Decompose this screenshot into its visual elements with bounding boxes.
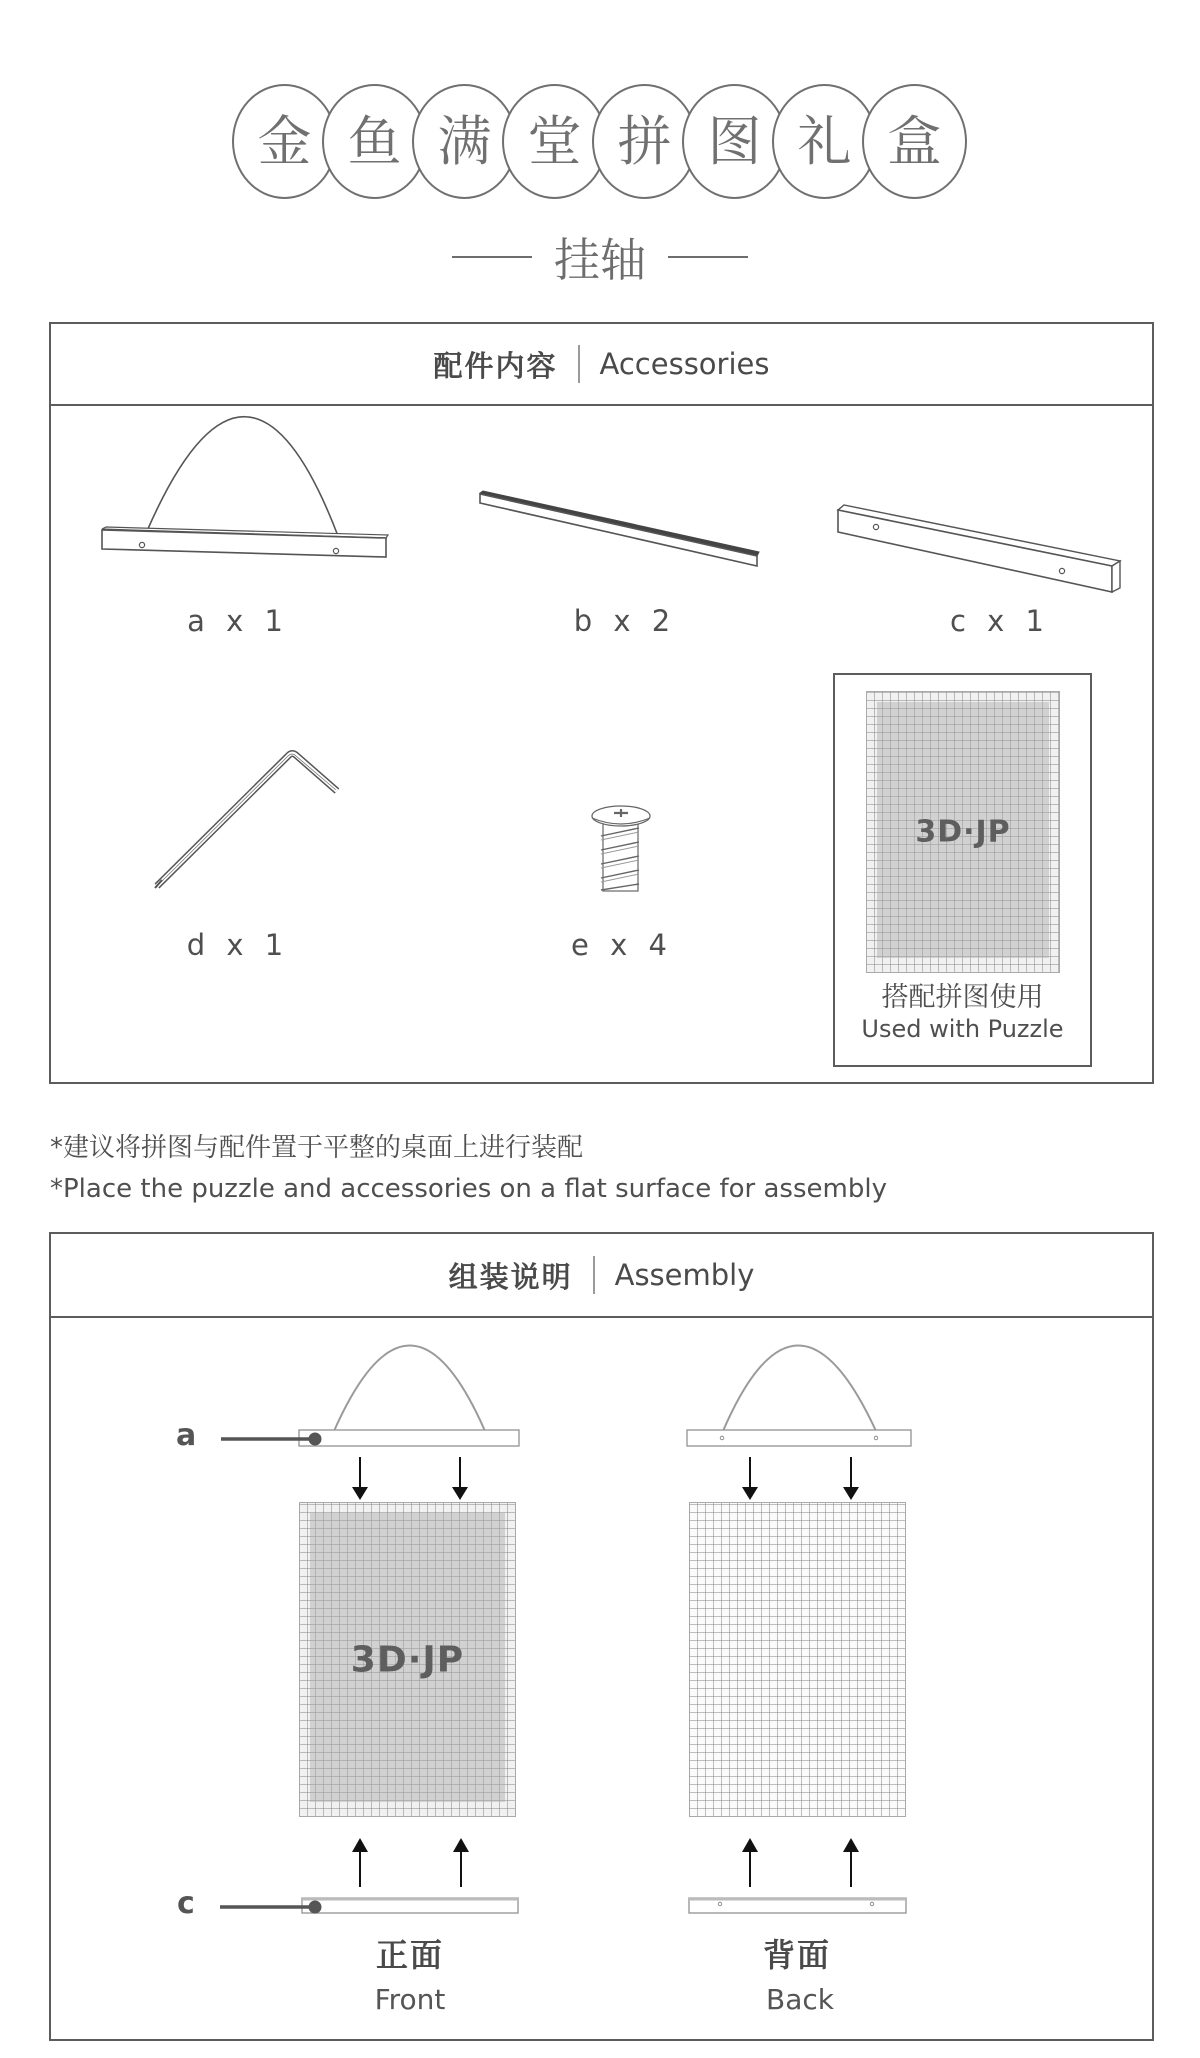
item-a-label: a x 1 (187, 604, 289, 638)
up-arrow-icons (352, 1838, 859, 1887)
item-b-label: b x 2 (573, 604, 677, 638)
puzzle-caption-cn: 搭配拼图使用 (881, 982, 1044, 1013)
note-cn: *建议将拼图与配件置于平整的桌面上进行装配 (50, 1133, 584, 1163)
accessories-title-cn: 配件内容 (433, 348, 558, 383)
note-en: *Place the puzzle and accessories on a flat surface for assembly (50, 1174, 887, 1204)
title-char: 堂 (527, 109, 582, 173)
item-c-label: c x 1 (950, 604, 1050, 638)
rail-c-back-icon (689, 1898, 906, 1913)
title-char: 满 (437, 109, 492, 173)
subtitle-text: 挂轴 (554, 233, 646, 287)
rail-a-back-icon (687, 1346, 911, 1447)
title-char: 拼 (617, 109, 672, 173)
puzzle-caption-en: Used with Puzzle (861, 1015, 1064, 1043)
back-label-cn: 背面 (762, 1936, 831, 1974)
title-char: 鱼 (347, 109, 402, 173)
front-label-cn: 正面 (375, 1936, 444, 1974)
title-char: 礼 (797, 109, 852, 173)
front-label-en: Front (374, 1983, 446, 2016)
rail-c-front-icon (220, 1898, 518, 1914)
callout-a-label: a (176, 1418, 197, 1453)
title-char: 图 (707, 109, 762, 173)
item-e-label: e x 4 (571, 928, 673, 962)
callout-c-label: c (177, 1886, 195, 1921)
puzzle-front (299, 1502, 516, 1817)
assembly-title-en: Assembly (614, 1258, 755, 1292)
accessories-title-en: Accessories (599, 347, 770, 381)
puzzle-back (689, 1502, 906, 1817)
puzzle-logo: 3D·JP (915, 814, 1011, 850)
title-char: 盒 (887, 109, 942, 173)
assembly-title-cn: 组装说明 (448, 1259, 573, 1294)
down-arrow-icons (352, 1457, 859, 1500)
rail-a-front-icon (221, 1346, 519, 1447)
puzzle-front-logo: 3D·JP (350, 1639, 465, 1680)
back-label-en: Back (766, 1983, 834, 2016)
title-char: 金 (257, 109, 312, 173)
item-d-label: d x 1 (186, 928, 290, 962)
